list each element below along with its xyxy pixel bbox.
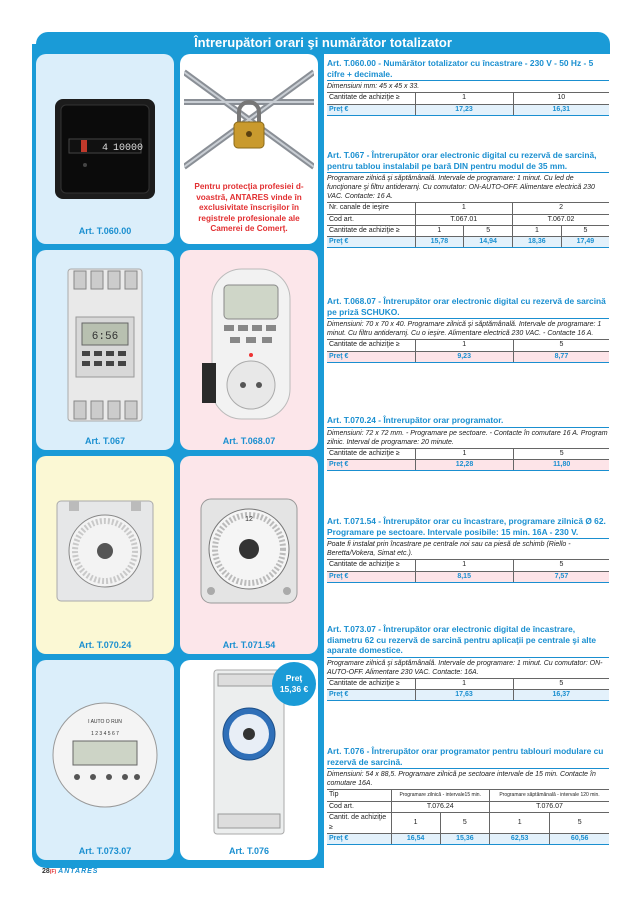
- block-description: Dimensiuni: 70 x 70 x 40. Programare zilnică şi săptămânală. Intervale de programare: 1 minut. Cu filtru antiderarnj. Cu o ieşire. Alimentare electrică 230 VAC. - Contacte 16 A.: [327, 319, 609, 340]
- product-block-t070: [327, 415, 609, 471]
- page-title: Întrerupători orari şi numărător totalizator: [36, 32, 610, 54]
- qty-label: Cantitate de achiziţie ≥: [327, 340, 415, 351]
- price-table: [327, 790, 609, 845]
- article-label: Art. T.067: [84, 436, 126, 446]
- qty-cell: 10: [513, 93, 609, 104]
- article-label: Art. T.068.07: [222, 436, 276, 446]
- product-cell-t071: [180, 456, 318, 654]
- type-cell: Programare zilnică - intervale15 min.: [391, 790, 489, 801]
- counter-image: [36, 74, 174, 224]
- price-cell: 60,56: [550, 833, 609, 844]
- qty-cell: 1: [415, 449, 514, 460]
- code-label: Cod art.: [327, 801, 391, 812]
- badge-label: Preţ: [285, 673, 303, 683]
- qty-cell: 5: [561, 225, 609, 236]
- qty-cell: 5: [440, 812, 489, 833]
- price-label: Preţ €: [327, 236, 415, 247]
- svg-text:I AUTO O RUN: I AUTO O RUN: [88, 719, 122, 725]
- price-table: [327, 679, 609, 702]
- block-title: Art. T.070.24 - Întrerupător orar programator.: [327, 415, 609, 428]
- product-block-t076: [327, 746, 609, 845]
- price-label: Preţ €: [327, 460, 415, 471]
- code-cell: T.067.01: [415, 214, 513, 225]
- price-label: Preţ €: [327, 351, 415, 362]
- price-cell: 16,31: [513, 104, 609, 115]
- qty-cell: 1: [513, 225, 562, 236]
- price-cell: 15,36: [440, 833, 489, 844]
- svg-text:12: 12: [245, 516, 253, 523]
- qty-label: Cantitate de achiziţie ≥: [327, 449, 415, 460]
- article-label: Art. T.073.07: [78, 846, 132, 856]
- promo-cell: [180, 54, 318, 244]
- block-title: Art. T.071.54 - Întrerupător orar cu încastrare, programare zilnică Ø 62. Programare pe sectoare. Intervale posibile: 15 min. 16A - 230 V.: [327, 516, 609, 539]
- product-cell-t060: [36, 54, 174, 244]
- qty-label: Cantitate de achiziţie ≥: [327, 93, 415, 104]
- code-cell: T.076.07: [489, 801, 609, 812]
- block-description: Dimensiuni: 72 x 72 mm. - Programare pe sectoare. - Contacte în comutare 16 A. Program zilnic. Interval de programare: 20 minute.: [327, 428, 609, 449]
- price-cell: 62,53: [489, 833, 549, 844]
- price-cell: 17,23: [415, 104, 513, 115]
- block-description: Poate fi instalat prin încastrare pe centrale noi sau ca piesă de schimb (Riello - Beretta/Vokera, Simat etc.).: [327, 539, 609, 560]
- svg-text:1 2 3 4 5 6 7: 1 2 3 4 5 6 7: [91, 731, 119, 737]
- qty-cell: 5: [513, 679, 609, 690]
- type-label: Tip: [327, 790, 391, 801]
- article-label: Art. T.070.24: [78, 640, 132, 650]
- brand-logo: ANTARES: [58, 868, 99, 875]
- price-cell: 16,54: [391, 833, 440, 844]
- block-title: Art. T.068.07 - Întrerupător orar electronic digital cu rezervă de sarcină pe priză SCHUKO.: [327, 296, 609, 319]
- qty-cell: 1: [391, 812, 440, 833]
- din-timer-image: [36, 262, 174, 427]
- price-label: Preţ €: [327, 690, 415, 701]
- price-cell: 8,15: [415, 571, 513, 582]
- page-suffix: (F): [49, 869, 57, 875]
- code-cell: T.067.02: [513, 214, 609, 225]
- channels-label: Nr. canale de ieşire: [327, 203, 415, 214]
- qty-label: Cantit. de achiziţie ≥: [327, 812, 391, 833]
- price-label: Preţ €: [327, 571, 415, 582]
- qty-cell: 1: [415, 340, 513, 351]
- qty-cell: 1: [415, 679, 513, 690]
- chain-lock-image: [180, 60, 318, 178]
- block-description: Dimensiuni mm: 45 x 45 x 33.: [327, 81, 609, 93]
- product-block-t073: [327, 624, 609, 701]
- product-cell-t067: [36, 250, 174, 450]
- block-title: Art. T.067 - Întrerupător orar electronic digital cu rezervă de sarcină, pentru tablou instalabil pe bară DIN pentru modul de 35 mm.: [327, 150, 609, 173]
- product-cell-t076: [180, 660, 318, 860]
- qty-label: Cantitate de achiziţie ≥: [327, 679, 415, 690]
- price-cell: 18,36: [513, 236, 562, 247]
- price-badge: [272, 662, 316, 706]
- channels-cell: 1: [415, 203, 513, 214]
- price-cell: 11,80: [514, 460, 609, 471]
- page-number: 28: [42, 868, 50, 875]
- block-description: Programare zilnică şi săptămânală. Intervale de programare: 1 minut. Cu comutator: ON-AUTO-OFF. Alimentare 230 VAC. Contacte: 16A.: [327, 658, 609, 679]
- price-label: Preţ €: [327, 833, 391, 844]
- price-cell: 7,57: [513, 571, 609, 582]
- price-table: [327, 449, 609, 472]
- product-cell-t068: [180, 250, 318, 450]
- price-cell: 8,77: [513, 351, 609, 362]
- price-table: [327, 203, 609, 248]
- svg-text:6:56: 6:56: [91, 330, 119, 343]
- qty-cell: 5: [550, 812, 609, 833]
- product-cell-t073: [36, 660, 174, 860]
- price-cell: 9,23: [415, 351, 513, 362]
- qty-cell: 5: [513, 560, 609, 571]
- product-block-t060: [327, 58, 609, 116]
- boiler-timer-image: [180, 476, 318, 626]
- qty-cell: 5: [513, 340, 609, 351]
- article-label: Art. T.060.00: [78, 226, 132, 236]
- product-block-t068: [327, 296, 609, 363]
- block-description: Dimensiuni: 54 x 88,5. Programare zilnică pe sectoare intervale de 15 min. Contacte în comutare 16A.: [327, 769, 609, 790]
- price-label: Preţ €: [327, 104, 415, 115]
- block-title: Art. T.060.00 - Numărător totalizator cu încastrare - 230 V - 50 Hz - 5 cifre + decimale.: [327, 58, 609, 81]
- price-table: [327, 560, 609, 583]
- article-label: Art. T.071.54: [222, 640, 276, 650]
- badge-price: 15,36 €: [279, 684, 309, 694]
- price-cell: 15,78: [415, 236, 464, 247]
- svg-text:10000: 10000: [113, 143, 144, 154]
- price-cell: 16,37: [513, 690, 609, 701]
- price-cell: 12,28: [415, 460, 514, 471]
- qty-cell: 5: [464, 225, 513, 236]
- price-table: [327, 340, 609, 363]
- price-cell: 17,63: [415, 690, 513, 701]
- block-title: Art. T.073.07 - Întrerupător orar electronic digital de încastrare, diametru 62 cu rezervă de sarcină pentru aplicaţii pe centrale şi alte aparate domestice.: [327, 624, 609, 658]
- qty-cell: 5: [514, 449, 609, 460]
- qty-cell: 1: [489, 812, 549, 833]
- qty-cell: 1: [415, 93, 513, 104]
- qty-cell: 1: [415, 560, 513, 571]
- price-cell: 17,49: [561, 236, 609, 247]
- price-table: [327, 93, 609, 116]
- qty-cell: 1: [415, 225, 464, 236]
- block-description: Programare zilnică şi săptămânală. Intervale de programare: 1 minut. Cu led de funcţionare şi filtru antiderarnj. Cu comutator: ON-AUTO-OFF. Alimentare electrică 230 VAC. Contacte: 16 A.: [327, 173, 609, 203]
- code-cell: T.076.24: [391, 801, 489, 812]
- article-label: Art. T.076: [228, 846, 270, 856]
- channels-cell: 2: [513, 203, 609, 214]
- code-label: Cod art.: [327, 214, 415, 225]
- sector-timer-image: [36, 476, 174, 626]
- page-footer: [42, 868, 98, 875]
- digital-boiler-timer-image: [36, 680, 174, 830]
- type-cell: Programare săptămânală - intervale 120 min.: [489, 790, 609, 801]
- product-block-t067: [327, 150, 609, 248]
- qty-label: Cantitate de achiziţie ≥: [327, 560, 415, 571]
- qty-label: Cantitate de achiziţie ≥: [327, 225, 415, 236]
- promo-text: Pentru protecţia profesiei d-voastră, ANTARES vinde în exclusivitate înscrişilor în registrele profesionale ale Camerei de Comerţ.: [194, 182, 304, 233]
- schuko-timer-image: [180, 260, 318, 430]
- block-title: Art. T.076 - Întrerupător orar programator pentru tablouri modulare cu rezervă de sarcină.: [327, 746, 609, 769]
- product-block-t071: [327, 516, 609, 583]
- product-cell-t070: [36, 456, 174, 654]
- svg-text:4: 4: [101, 143, 109, 154]
- price-cell: 14,94: [464, 236, 513, 247]
